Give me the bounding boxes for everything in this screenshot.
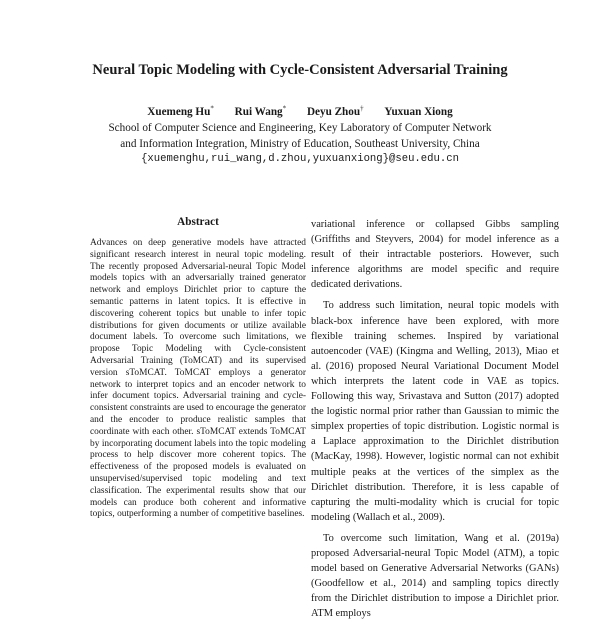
abstract-heading: Abstract [177, 216, 219, 228]
author-mark: † [360, 104, 364, 112]
author [307, 106, 364, 118]
affiliation-line: School of Computer Science and Engineering, Key Laboratory of Computer Network [108, 122, 492, 134]
author [147, 106, 214, 118]
author-mark: * [282, 104, 287, 112]
body-paragraph: variational inference or collapsed Gibbs sampling (Griffiths and Steyvers, 2004) for model inference as a result of their intractable posteriors. However, such inference algorithms are model specific and require dedicated derivations. [311, 219, 559, 291]
author [384, 106, 452, 118]
affiliation-line: and Information Integration, Ministry of Education, Southeast University, China [120, 137, 480, 150]
right-column [311, 217, 559, 621]
author-name: Xuemeng Hu [147, 105, 211, 118]
author-name: Yuxuan Xiong [384, 105, 453, 118]
abstract-text: Advances on deep generative models have attracted significant research interest in neural topic modeling. The recently proposed Adversarial-neural Topic Model models topics with an adversarially trained generator network and employs Dirichlet prior to capture the semantic patterns in latent topics. It is effective in discovering coherent topics but unable to infer topic distributions for given documents or utilize available document labels. To overcome such limitations, we propose Topic Modeling with Cycle-consistent Adversarial Training (ToMCAT) and its supervised version sToMCAT. ToMCAT employs a generator network to interpret topics and an encoder network to infer document topics. Adversarial training and cycle-consistent constraints are used to encourage the generator and the encoder to produce realistic samples that coordinate with each other. sToMCAT extends ToMCAT by incorporating document labels into the topic modeling process to help discover more coherent topics. The effectiveness of the proposed models is evaluated on unsupervised/supervised topic modeling and text classification. The experimental results show that our models can produce both coherent and informative topics, outperforming a number of competitive baselines. [90, 238, 306, 520]
affiliation-block [0, 121, 600, 168]
author-list [0, 104, 600, 118]
author [235, 106, 286, 118]
author-mark: * [210, 104, 214, 112]
body-paragraph: To overcome such limitation, Wang et al. (2019a) proposed Adversarial-neural Topic Model (ATM), a topic model based on Generative Adversarial Networks (GANs) (Goodfellow et al., 2014) and sampling topics directly from the Dirichlet distribution to impose a Dirichlet prior. ATM employs [311, 532, 559, 620]
paper-title: Neural Topic Modeling with Cycle-Consistent Adversarial Training [92, 62, 508, 78]
author-name: Deyu Zhou [306, 105, 361, 118]
body-paragraph: To address such limitation, neural topic models with black-box inference have been explored, with more flexible training schemes. Inspired by variational autoencoder (VAE) (Kingma and Welling, 2013), Miao et al. (2016) proposed Neural Variational Document Model which interprets the latent code in VAE as topics. Following this way, Srivastava and Sutton (2017) adopted the logistic normal prior rather than Gaussian to mimic the simplex properties of topic distribution. Logistic normal is a Laplace approximation to the Dirichlet distribution (MacKay, 1998). However, logistic normal can not exhibit multiple peaks at the vertices of the simplex as the Dirichlet distribution. Therefore, it is less capable of capturing the multi-modality which is crucial for topic modeling (Wallach et al., 2009). [311, 300, 559, 523]
author-emails: {xuemenghu,rui_wang,d.zhou,yuxuanxiong}@seu.edu.cn [141, 153, 459, 165]
author-name: Rui Wang [234, 105, 283, 118]
